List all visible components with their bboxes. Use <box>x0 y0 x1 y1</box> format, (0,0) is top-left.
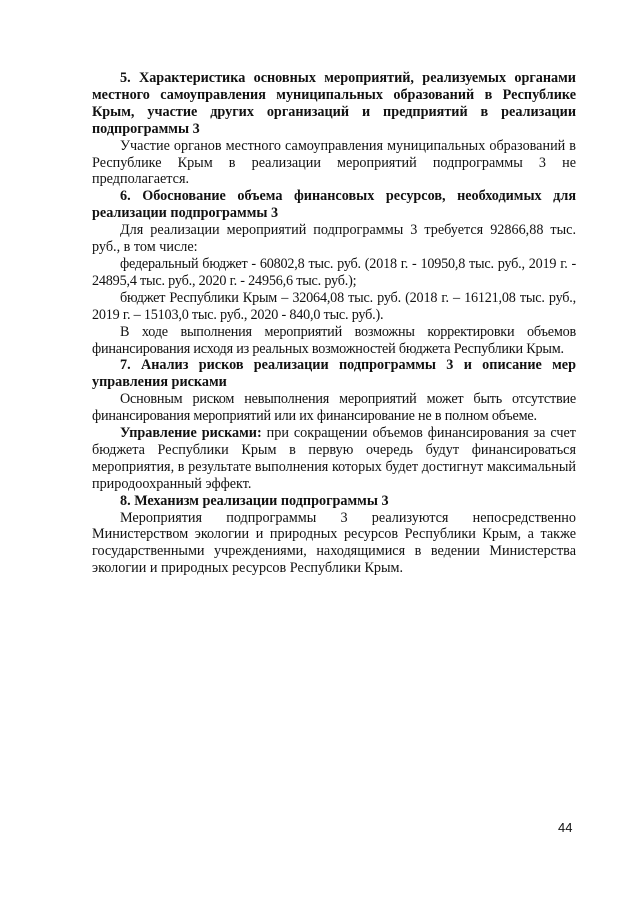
section-6-paragraph-regional: бюджет Республики Крым – 32064,08 тыс. руб. (2018 г. – 16121,08 тыс. руб., 2019 г. – 15103,0 тыс. руб., 2020 - 840,0 тыс. руб.). <box>92 289 576 323</box>
section-8-paragraph: Мероприятия подпрограммы 3 реализуются непосредственно Министерством экологии и природных ресурсов Республики Крым, а также государственными учреждениями, находящимися в ведении Министерства экологии и природных ресурсов Республики Крым. <box>92 509 576 577</box>
section-7-paragraph-risk: Основным риском невыполнения мероприятий может быть отсутствие финансирования мероприятий или их финансирование не в полном объеме. <box>92 391 576 425</box>
document-body <box>92 70 576 577</box>
section-7-paragraph-risk-management <box>92 425 576 493</box>
section-8-heading: 8. Механизм реализации подпрограммы 3 <box>120 492 389 509</box>
risk-management-text: при сокращении объемов финансирования за счет бюджета Республики Крым в первую очередь будут финансироваться мероприятия, в результате выполнения которых будет достигнут максимальный природоохранный эффект. <box>92 425 577 492</box>
section-5-heading: 5. Характеристика основных мероприятий, реализуемых органами местного самоуправления муниципальных образований в Республике Крым, участие других организаций и предприятий в реализации подпрограммы 3 <box>92 70 576 137</box>
section-7-heading: 7. Анализ рисков реализации подпрограммы 3 и описание мер управления рисками <box>92 357 576 391</box>
section-6-paragraph-federal: федеральный бюджет - 60802,8 тыс. руб. (2018 г. - 10950,8 тыс. руб., 2019 г. - 24895,4 тыс. руб., 2020 г. - 24956,6 тыс. руб.); <box>92 255 576 289</box>
section-6-heading: 6. Обоснование объема финансовых ресурсов, необходимых для реализации подпрограммы 3 <box>92 188 576 222</box>
page-number: 44 <box>558 820 573 835</box>
section-6-paragraph-adjustments: В ходе выполнения мероприятий возможны корректировки объемов финансирования исходя из реальных возможностей бюджета Республики Крым. <box>92 323 576 357</box>
section-6-paragraph-total: Для реализации мероприятий подпрограммы 3 требуется 92866,88 тыс. руб., в том числе: <box>92 222 576 256</box>
risk-management-label: Управление рисками: <box>120 425 262 442</box>
section-5-paragraph: Участие органов местного самоуправления муниципальных образований в Республике Крым в реализации мероприятий подпрограммы 3 не предполагается. <box>92 137 576 188</box>
